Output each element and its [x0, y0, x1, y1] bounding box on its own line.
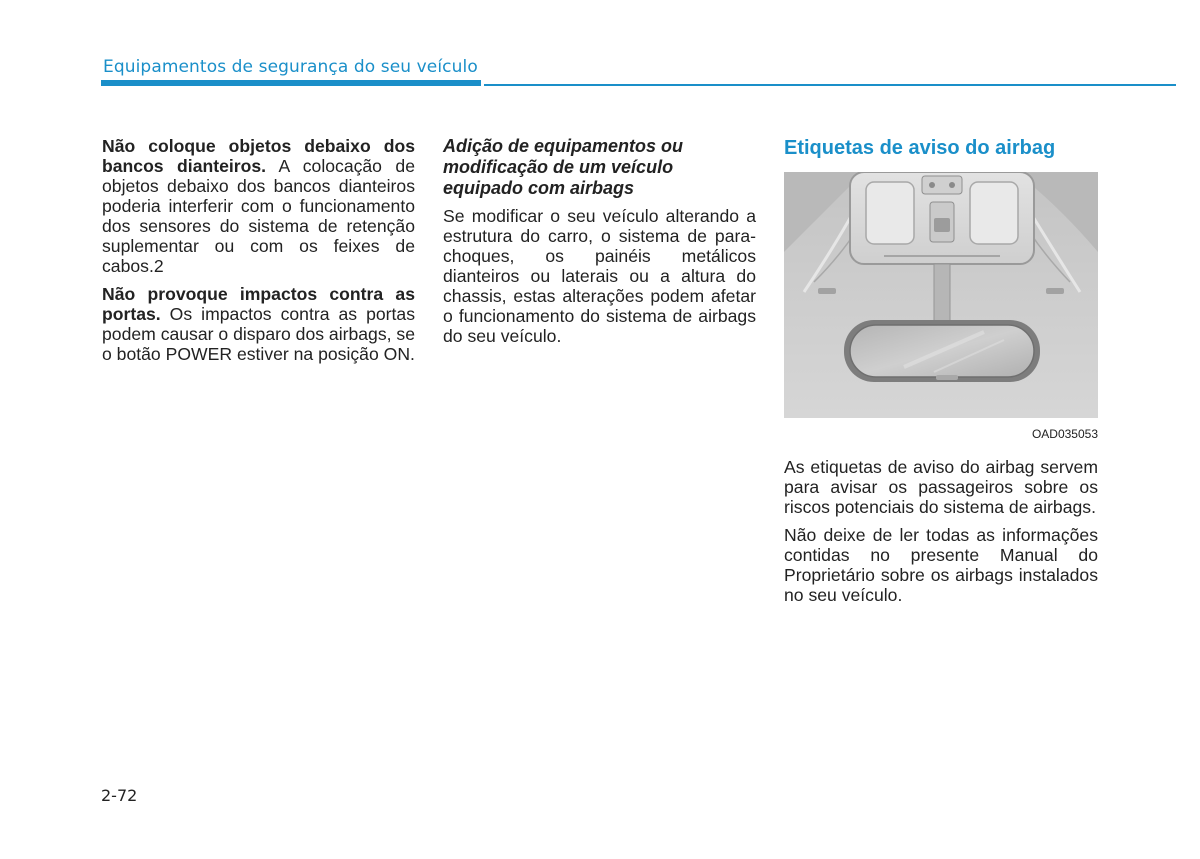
header-rule-thin: [484, 84, 1176, 86]
header-rule-thick: [101, 80, 481, 86]
figure-caption: OAD035053: [1031, 427, 1098, 441]
paragraph-seats-bold: Não coloque objetos debaixo dos bancos dianteiros.: [102, 136, 415, 176]
paragraph-doors-text: Os impactos contra as portas podem causar o disparo dos airbags, se o botão POWER estiver na posição ON.: [102, 304, 415, 364]
modification-heading: Adição de equipamentos ou modificação de um veículo equipado com airbags: [443, 136, 684, 198]
section-title: Equipamentos de segurança do seu veículo: [103, 57, 478, 77]
airbag-labels-paragraph-1: As etiquetas de aviso do airbag servem para avisar os passageiros sobre os riscos potenciais do sistema de airbags.: [784, 457, 1098, 517]
rearview-mirror-illustration: [784, 172, 1098, 418]
column-middle: [443, 136, 756, 354]
page-number: 2-72: [101, 786, 138, 805]
paragraph-seats: [102, 136, 415, 276]
airbag-labels-heading: Etiquetas de aviso do airbag: [784, 137, 1056, 159]
paragraph-doors-bold: Não provoque impactos contra as portas.: [102, 284, 415, 324]
modification-paragraph: Se modificar o seu veículo alterando a estrutura do carro, o sistema de para-choques, os painéis metálicos dianteiros ou laterais ou a altura do chassis, estas alterações podem afetar o funcionamento do sistema de airbags do seu veículo.: [443, 206, 756, 346]
column-right: [784, 136, 1098, 613]
paragraph-seats-text: A colocação de objetos debaixo dos bancos dianteiros poderia interferir com o funcionamento dos sensores do sistema de retenção suplementar ou com os feixes de cabos.2: [102, 156, 415, 276]
paragraph-doors: [102, 284, 415, 364]
mirror-illustration-svg: [784, 172, 1098, 418]
column-left: [102, 136, 415, 372]
airbag-labels-paragraph-2: Não deixe de ler todas as informações contidas no presente Manual do Proprietário sobre os airbags instalados no seu veículo.: [784, 525, 1098, 605]
